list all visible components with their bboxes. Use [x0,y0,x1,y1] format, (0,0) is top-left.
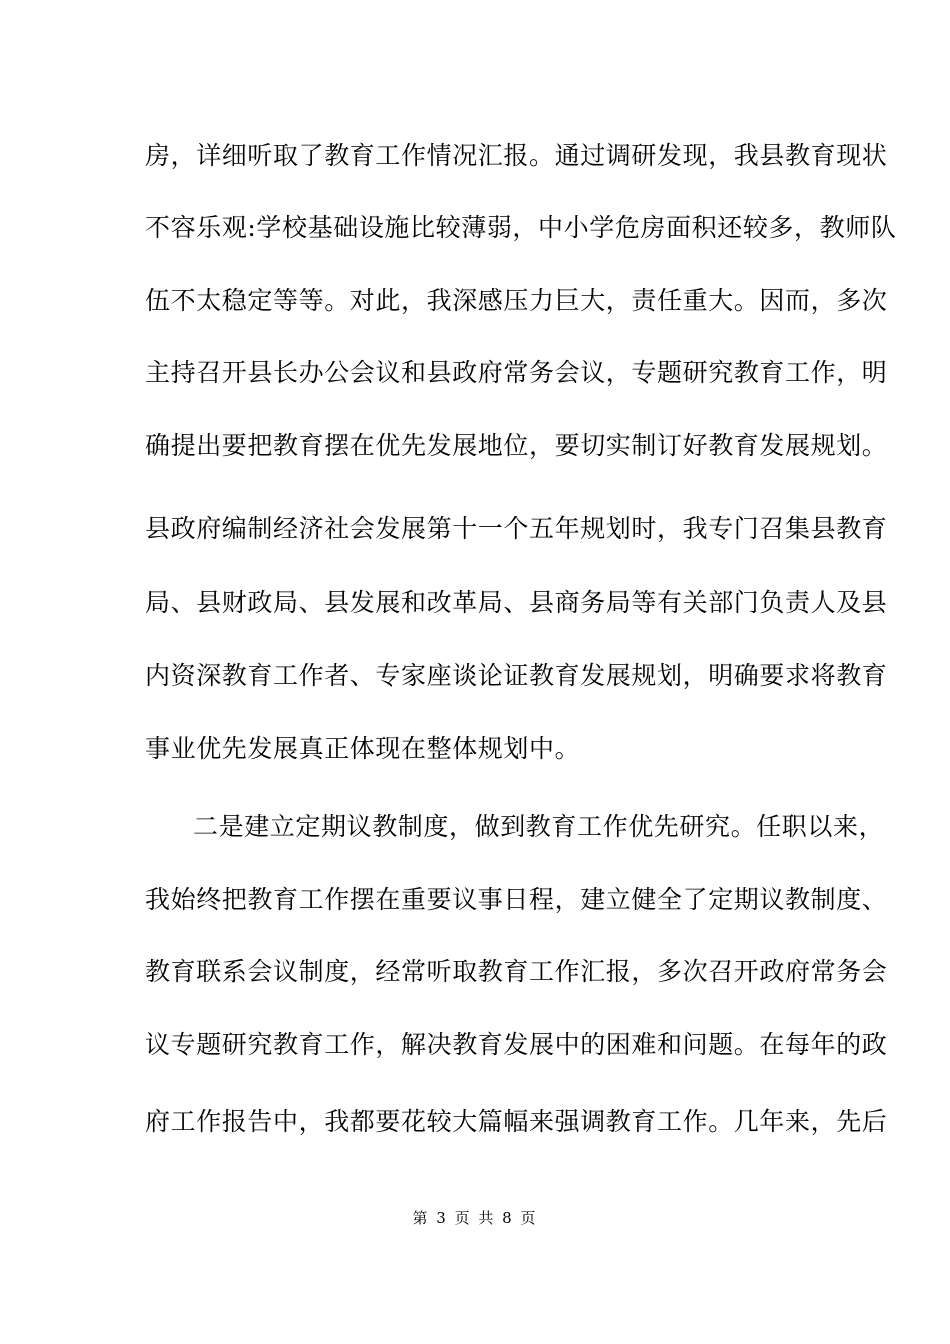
text-line-12: 教育联系会议制度，经常听取教育工作汇报，多次召开政府常务会 [145,957,888,986]
text-line-5: 确提出要把教育摆在优先发展地位，要切实制订好教育发展规划。 [145,431,888,460]
text-line-10: 二是建立定期议教制度，做到教育工作优先研究。任职以来， [193,812,885,841]
text-line-9: 事业优先发展真正体现在整体规划中。 [145,734,581,763]
text-line-4: 主持召开县长办公会议和县政府常务会议，专题研究教育工作，明 [145,358,888,387]
text-line-13: 议专题研究教育工作，解决教育发展中的困难和问题。在每年的政 [145,1030,888,1059]
text-line-14: 府工作报告中，我都要花较大篇幅来强调教育工作。几年来，先后 [145,1107,888,1136]
text-line-2: 不容乐观:学校基础设施比较薄弱，中小学危房面积还较多，教师队 [145,213,897,242]
text-line-7: 局、县财政局、县发展和改革局、县商务局等有关部门负责人及县 [145,588,888,617]
page-number: 第 3 页 共 8 页 [412,1209,538,1227]
text-line-8: 内资深教育工作者、专家座谈论证教育发展规划，明确要求将教育 [145,661,888,690]
text-line-3: 伍不太稳定等等。对此，我深感压力巨大，责任重大。因而，多次 [145,286,888,315]
text-line-11: 我始终把教育工作摆在重要议事日程，建立健全了定期议教制度、 [145,885,888,914]
text-line-6: 县政府编制经济社会发展第十一个五年规划时，我专门召集县教育 [145,514,888,543]
text-line-1: 房，详细听取了教育工作情况汇报。通过调研发现，我县教育现状 [145,141,888,170]
